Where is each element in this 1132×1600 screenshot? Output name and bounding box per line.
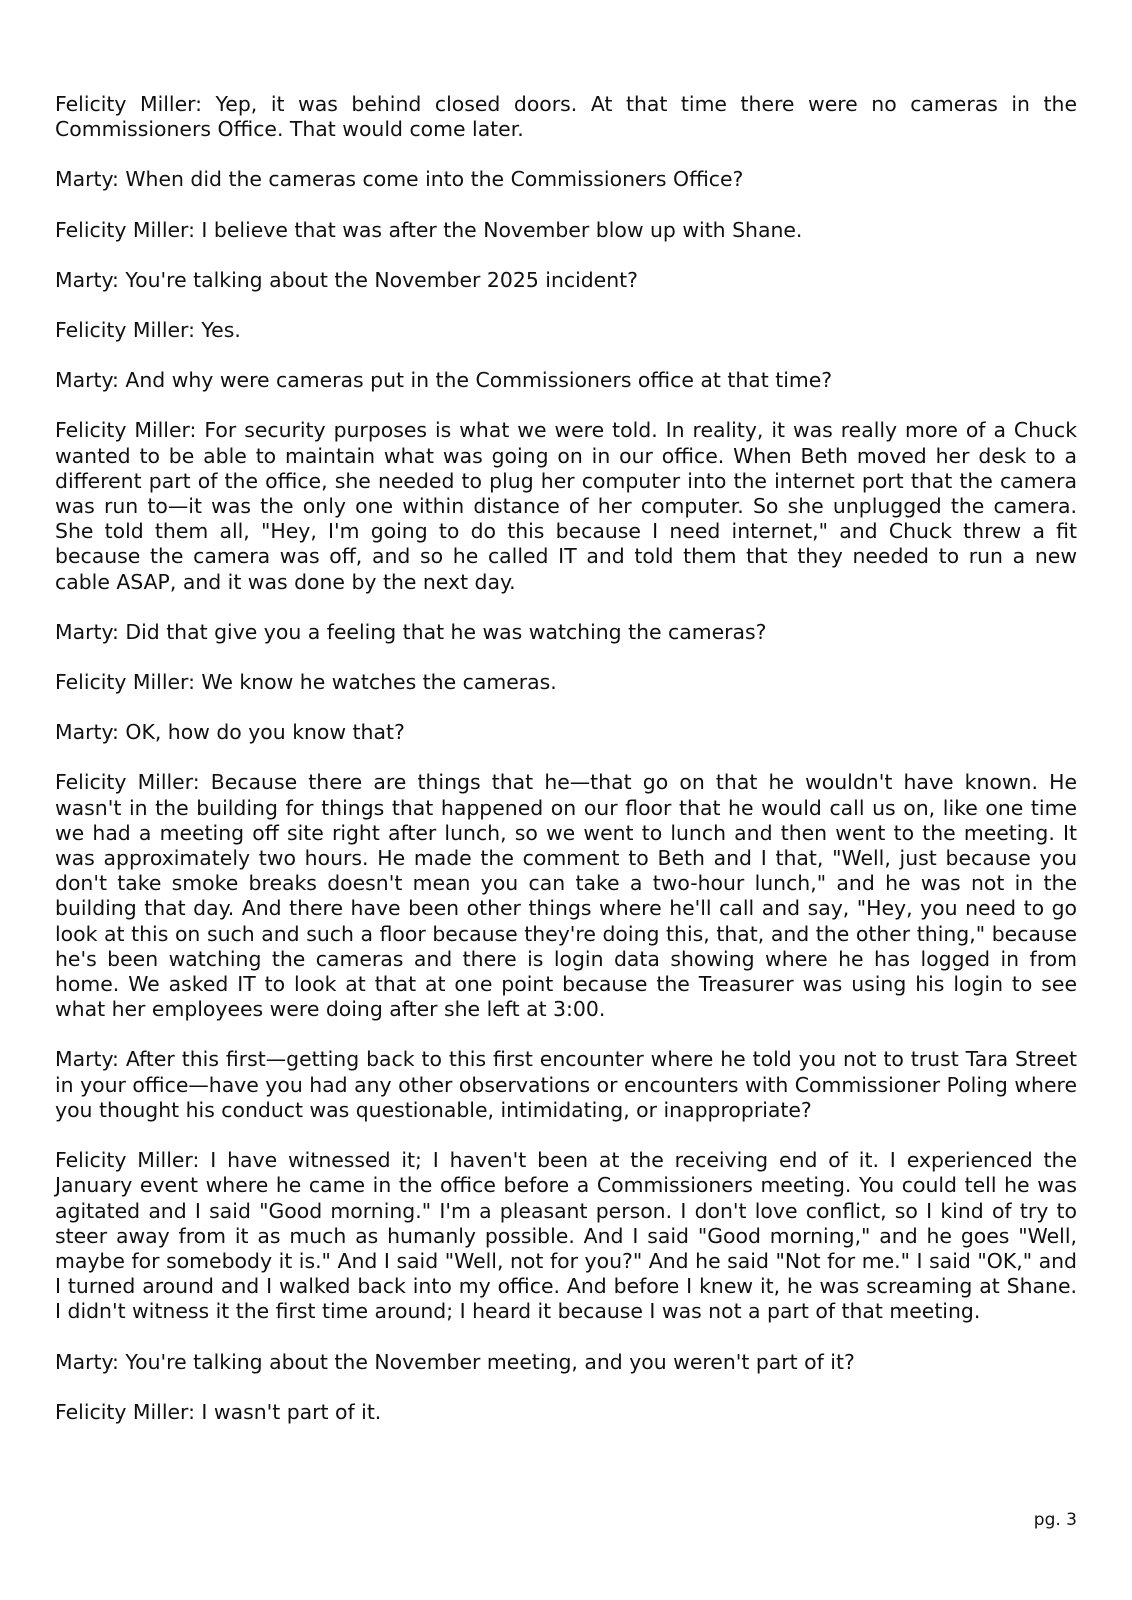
transcript-paragraph: Felicity Miller: I believe that was after the November blow up with Shane. bbox=[55, 217, 803, 242]
transcript-paragraph: Felicity Miller: Because there are things that he—that go on that he wouldn't have known. He wasn't in the building for things that happened on our floor that he would call us on, like one time we had a meeting off site right after lunch, so we went to lunch and then went to the meeting. It was approximately two hours. He made the comment to Beth and I that, "Well, just because you don't take smoke breaks doesn't mean you can take a two-hour lunch," and he was not in the building that day. And there have been other things where he'll call and say, "Hey, you need to go look at this on such and such a floor because they're doing this, that, and the other thing," because he's been watching the cameras and there is login data showing where he has logged in from home. We asked IT to look at that at one point because the Treasurer was using his login to see what her employees were doing after she left at 3:00. bbox=[55, 770, 1077, 1022]
transcript-body bbox=[55, 92, 1077, 1450]
transcript-paragraph: Marty: When did the cameras come into the Commissioners Office? bbox=[55, 167, 744, 192]
transcript-paragraph: Felicity Miller: Yes. bbox=[55, 318, 241, 343]
transcript-paragraph: Felicity Miller: Yep, it was behind closed doors. At that time there were no cameras in the Commissioners Office. That would come later. bbox=[55, 92, 1077, 142]
transcript-paragraph: Marty: You're talking about the November meeting, and you weren't part of it? bbox=[55, 1349, 855, 1374]
transcript-paragraph: Marty: You're talking about the November 2025 incident? bbox=[55, 267, 638, 292]
transcript-paragraph: Marty: Did that give you a feeling that he was watching the cameras? bbox=[55, 619, 767, 644]
transcript-paragraph: Marty: OK, how do you know that? bbox=[55, 720, 405, 745]
transcript-paragraph: Felicity Miller: For security purposes is what we were told. In reality, it was really more of a Chuck wanted to be able to maintain what was going on in our office. When Beth moved her desk to a different part of the office, she needed to plug her computer into the internet port that the camera was run to—it was the only one within distance of her computer. So she unplugged the camera. She told them all, "Hey, I'm going to do this because I need internet," and Chuck threw a fit because the camera was off, and so he called IT and told them that they needed to run a new cable ASAP, and it was done by the next day. bbox=[55, 418, 1077, 594]
page-number: pg. 3 bbox=[1033, 1510, 1077, 1530]
transcript-paragraph: Marty: After this first—getting back to this first encounter where he told you not to trust Tara Street in your office—have you had any other observations or encounters with Commissioner Poling where you thought his conduct was questionable, intimidating, or inappropriate? bbox=[55, 1047, 1077, 1122]
transcript-paragraph: Marty: And why were cameras put in the Commissioners office at that time? bbox=[55, 368, 833, 393]
transcript-paragraph: Felicity Miller: I have witnessed it; I haven't been at the receiving end of it. I experienced the January event where he came in the office before a Commissioners meeting. You could tell he was agitated and I said "Good morning." I'm a pleasant person. I don't love conflict, so I kind of try to steer away from it as much as humanly possible. And I said "Good morning," and he goes "Well, maybe for somebody it is." And I said "Well, not for you?" And he said "Not for me." I said "OK," and I turned around and I walked back into my office. And before I knew it, he was screaming at Shane. I didn't witness it the first time around; I heard it because I was not a part of that meeting. bbox=[55, 1148, 1077, 1324]
transcript-paragraph: Felicity Miller: We know he watches the cameras. bbox=[55, 670, 557, 695]
transcript-paragraph: Felicity Miller: I wasn't part of it. bbox=[55, 1399, 382, 1424]
